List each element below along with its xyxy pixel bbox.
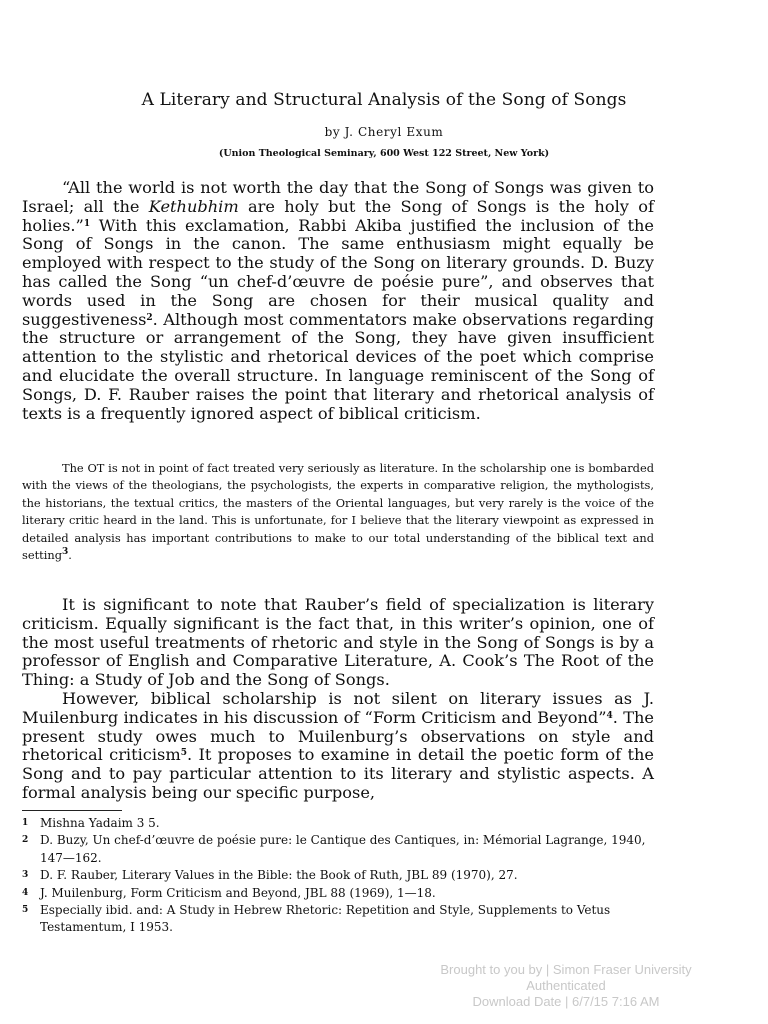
paragraph-1-text-b: are holy but the Song of Songs is the holy of holies.” [22,196,654,235]
footnote-ref-1: 1 [83,218,91,229]
body-section-1 [22,179,654,423]
footnote-2: 2 D. Buzy, Un chef-d’œuvre de poésie pure: le Cantique des Cantiques, in: Mémorial Lagrange, 1940, 147—162. [22,833,646,865]
footnote-ref-5: 5 [180,748,187,759]
watermark-line-1: Brought to you by | Simon Fraser University [440,962,692,977]
footnote-3: 3 D. F. Rauber, Literary Values in the Bible: the Book of Ruth, JBL 89 (1970), 27. [22,868,518,883]
affiliation-line: (Union Theological Seminary, 600 West 122 Street, New York) [218,148,550,159]
footnote-ref-3: 3 [62,547,69,558]
footnotes [22,815,662,937]
kethubhim-italic: Kethubhim [148,196,239,216]
footnote-4: 4 J. Muilenburg, Form Criticism and Beyond, JBL 88 (1969), 1—18. [22,885,436,900]
footnote-divider [22,810,122,811]
paragraph-1-text-d: . Although most commentators make observations regarding the structure or arrangement of the Song, they have given insufficient attention to the stylistic and rhetorical devices of the poet which comprise and elucidate the overall structure. In language reminiscent of the Song of Songs, D. F. Rauber raises the point that literary and rhetorical analysis of texts is a frequently ignored aspect of biblical criticism. [22,309,654,423]
paragraph-3-text-a: However, biblical scholarship is not silent on literary issues as J. Muilenburg indicates in his discussion of “Form Criticism and Beyond” [22,688,654,727]
watermark-line-2: Authenticated [526,978,606,993]
body-section-2 [22,596,654,803]
quote-text: The OT is not in point of fact treated very seriously as literature. In the scholarship one is bombarded with the views of the theologians, the psychologists, the experts in comparative religion, the mythologists, the historians, the textual critics, the masters of the Oriental languages, but very rarely is the voice of the literary critic heard in the land. This is unfortunate, for I believe that the literary viewpoint as expressed in detailed analysis has important contributions to make to our total understanding of the biblical text and setting [22,461,654,563]
paragraph-2: It is significant to note that Rauber’s field of specialization is literary criticism. Equally significant is the fact that, in this writer’s opinion, one of the most useful treatments of rhetoric and style in the Song of Songs is by a professor of English and Comparative Literature, A. Cook’s The Root of the Thing: a Study of Job and the Song of Songs. [22,595,654,690]
quote-end: . [68,548,72,563]
footnote-1: 1 Mishna Yadaim 3 5. [22,816,160,830]
download-watermark [386,962,746,1010]
author-line: by J. Cheryl Exum [324,125,444,139]
paragraph-1-text-c: With this exclamation, Rabbi Akiba justified the inclusion of the Song of Songs in the canon. The same enthusiasm might equally be employed with respect to the study of the Song on literary grounds. D. Buzy has called the Song “un chef-d’œuvre de poésie pure”, and observes that words used in the Song are chosen for their musical quality and suggestiveness [22,215,654,329]
watermark-line-3: Download Date | 6/7/15 7:16 AM [472,994,660,1009]
paragraph-3-text-c: . It proposes to examine in detail the poetic form of the Song and to pay particular attention to its literary and stylistic aspects. A formal analysis being our specific purpose, [22,745,654,802]
paragraph-1 [22,179,654,423]
paragraph-3 [22,690,654,803]
footnote-ref-2: 2 [146,312,153,323]
quote-paragraph [22,460,654,564]
article-title: A Literary and Structural Analysis of the Song of Songs [141,90,627,110]
block-quote [22,460,654,564]
footnote-ref-4: 4 [606,710,613,721]
paragraph-1-text-a: “All the world is not worth the day that the Song of Songs was given to Israel; all the [22,178,654,216]
footnote-5: 5 Especially ibid. and: A Study in Hebrew Rhetoric: Repetition and Style, Supplements to Vetus Testamentum, I 1953. [22,903,611,935]
paragraph-3-text-b: . The present study owes much to Muilenburg’s observations on style and rhetorical criticism [22,707,654,765]
